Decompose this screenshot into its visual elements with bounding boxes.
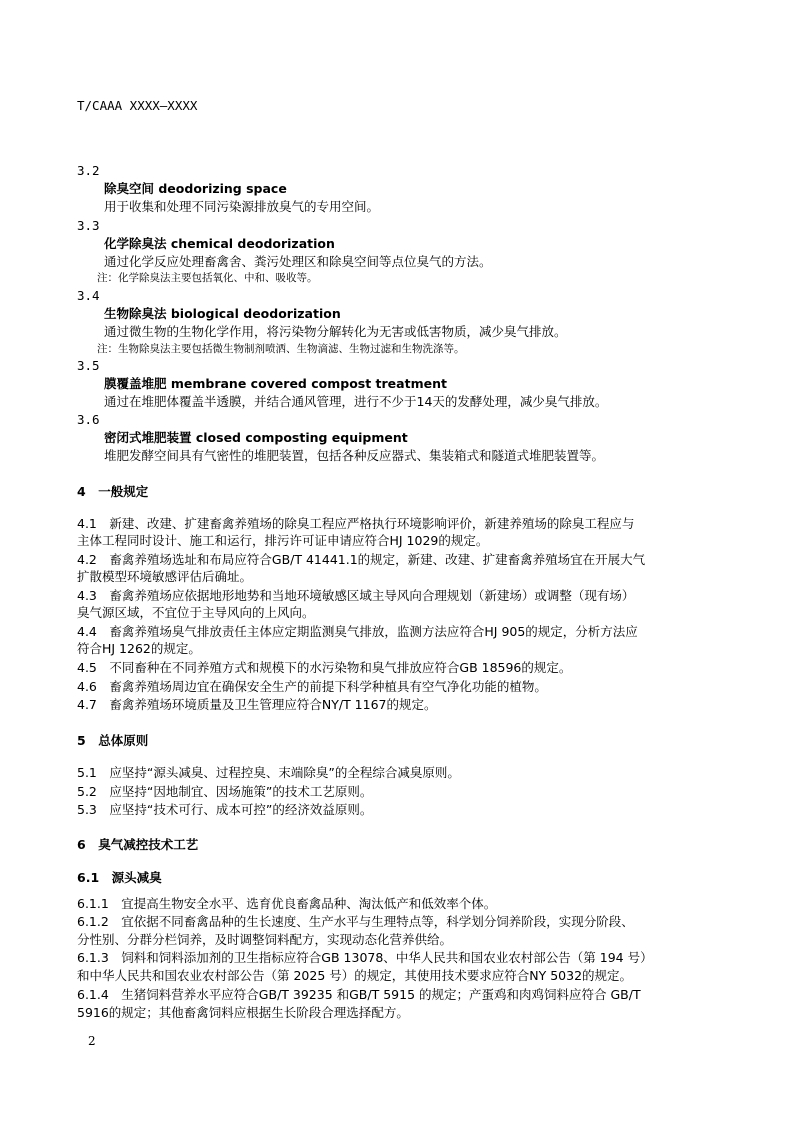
term-number: 3.2 <box>77 163 100 178</box>
term-number: 3.4 <box>77 288 100 303</box>
clause-line: 5.1 应坚持“源头减臭、过程控臭、末端除臭”的全程综合减臭原则。 <box>77 765 460 780</box>
section-heading: 4 一般规定 <box>77 484 149 499</box>
term-definition: 通过在堆肥体覆盖半透膜，并结合通风管理，进行不少于14天的发酵处理，减少臭气排放。 <box>104 394 608 409</box>
section-heading: 5 总体原则 <box>77 733 149 748</box>
term-title: 生物除臭法 biological deodorization <box>104 306 341 321</box>
clause-line: 4.1 新建、改建、扩建畜禽养殖场的除臭工程应严格执行环境影响评价，新建养殖场的除臭工程应与 <box>77 516 635 531</box>
term-title: 化学除臭法 chemical deodorization <box>104 236 335 251</box>
clause-line: 4.7 畜禽养殖场环境质量及卫生管理应符合NY/T 1167的规定。 <box>77 697 437 712</box>
clause-line: 5.3 应坚持“技术可行、成本可控”的经济效益原则。 <box>77 802 373 817</box>
clause-line: 分性别、分群分栏饲养，及时调整饲料配方，实现动态化营养供给。 <box>77 932 453 947</box>
term-note: 注：生物除臭法主要包括微生物制剂喷洒、生物滴滤、生物过滤和生物洗涤等。 <box>97 343 465 355</box>
clause-line: 臭气源区域，不宜位于主导风向的上风向。 <box>77 605 315 620</box>
clause-line: 4.3 畜禽养殖场应依据地形地势和当地环境敏感区域主导风向合理规划（新建场）或调整（现有场） <box>77 588 635 603</box>
clause-line: 主体工程同时设计、施工和运行，排污许可证申请应符合HJ 1029的规定。 <box>77 533 489 548</box>
clause-line: 4.2 畜禽养殖场选址和布局应符合GB/T 41441.1的规定，新建、改建、扩建畜禽养殖场宜在开展大气 <box>77 552 646 567</box>
clause-line: 4.5 不同畜种在不同养殖方式和规模下的水污染物和臭气排放应符合GB 18596的规定。 <box>77 660 572 675</box>
clause-line: 6.1.3 饲料和饲料添加剂的卫生指标应符合GB 13078、中华人民共和国农业农村部公告（第 194 号） <box>77 950 653 965</box>
clause-line: 6.1.1 宜提高生物安全水平、选育优良畜禽品种、淘汰低产和低效率个体。 <box>77 896 497 911</box>
term-title: 膜覆盖堆肥 membrane covered compost treatment <box>104 376 447 391</box>
section-heading: 6 臭气减控技术工艺 <box>77 837 199 852</box>
term-number: 3.3 <box>77 218 100 233</box>
clause-line: 6.1.4 生猪饲料营养水平应符合GB/T 39235 和GB/T 5915 的规定；产蛋鸡和肉鸡饲料应符合 GB/T <box>77 987 641 1002</box>
term-definition: 用于收集和处理不同污染源排放臭气的专用空间。 <box>104 199 380 214</box>
standard-code-header: T/CAAA XXXX—XXXX <box>77 98 198 113</box>
clause-line: 4.4 畜禽养殖场臭气排放责任主体应定期监测臭气排放，监测方法应符合HJ 905的规定，分析方法应 <box>77 624 638 639</box>
term-note: 注：化学除臭法主要包括氧化、中和、吸收等。 <box>97 272 318 284</box>
clause-line: 符合HJ 1262的规定。 <box>77 641 201 656</box>
term-title: 除臭空间 deodorizing space <box>104 181 287 196</box>
clause-line: 4.6 畜禽养殖场周边宜在确保安全生产的前提下科学种植具有空气净化功能的植物。 <box>77 679 547 694</box>
subsection-heading: 6.1 源头减臭 <box>77 870 162 885</box>
term-number: 3.5 <box>77 358 100 373</box>
term-definition: 通过微生物的生物化学作用，将污染物分解转化为无害或低害物质，减少臭气排放。 <box>104 324 567 339</box>
page-number: 2 <box>88 1034 96 1048</box>
clause-line: 6.1.2 宜依据不同畜禽品种的生长速度、生产水平与生理特点等，科学划分饲养阶段，实现分阶段、 <box>77 914 634 929</box>
term-title: 密闭式堆肥装置 closed composting equipment <box>104 430 408 445</box>
clause-line: 5916的规定；其他畜禽饲料应根据生长阶段合理选择配方。 <box>77 1005 409 1020</box>
clause-line: 和中华人民共和国农业农村部公告（第 2025 号）的规定，其使用技术要求应符合NY 5032的规定。 <box>77 968 633 983</box>
term-definition: 通过化学反应处理畜禽舍、粪污处理区和除臭空间等点位臭气的方法。 <box>104 254 492 269</box>
term-number: 3.6 <box>77 412 100 427</box>
term-definition: 堆肥发酵空间具有气密性的堆肥装置，包括各种反应器式、集装箱式和隧道式堆肥装置等。 <box>104 448 605 463</box>
clause-line: 5.2 应坚持“因地制宜、因场施策”的技术工艺原则。 <box>77 784 373 799</box>
clause-line: 扩散模型环境敏感评估后确址。 <box>77 569 253 584</box>
